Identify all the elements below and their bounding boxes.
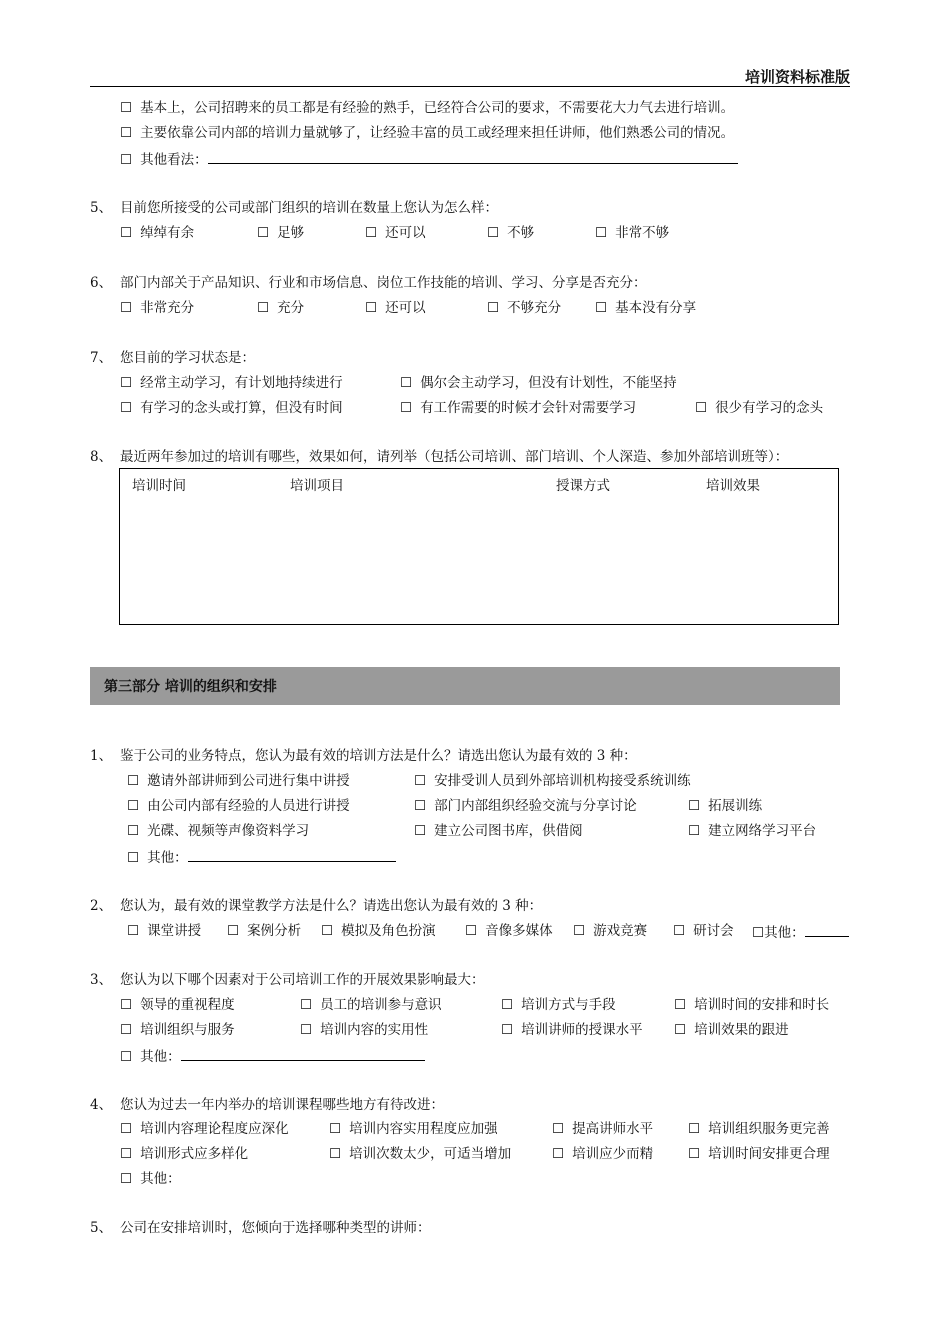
checkbox-option[interactable]: ☐ 邀请外部讲师到公司进行集中讲授	[127, 772, 350, 790]
checkbox-option[interactable]: ☐ 培训形式应多样化	[120, 1145, 248, 1163]
question-number: 5、	[90, 1220, 113, 1236]
question-text: 您目前的学习状态是：	[120, 350, 255, 366]
checkbox-option[interactable]: ☐ 培训内容的实用性	[300, 1021, 428, 1039]
question-number: 3、	[90, 972, 113, 988]
question-text: 您认为，最有效的课堂教学方法是什么？请选出您认为最有效的 3 种：	[120, 898, 543, 914]
question-text: 您认为过去一年内举办的培训课程哪些地方有待改进：	[120, 1097, 444, 1113]
checkbox-option[interactable]: ☐ 其他：	[127, 850, 188, 866]
checkbox-option[interactable]: ☐ 培训效果的跟进	[674, 1021, 789, 1039]
checkbox-option[interactable]: ☐ 不够充分	[487, 299, 561, 317]
other-opinion-row	[120, 149, 738, 169]
checkbox-option[interactable]: ☐ 光碟、视频等声像资料学习	[127, 822, 309, 840]
checkbox-option[interactable]: ☐ 非常充分	[120, 299, 194, 317]
other-row	[127, 847, 396, 867]
other-field[interactable]	[188, 847, 396, 862]
checkbox-option[interactable]: ☐ 还可以	[365, 299, 426, 317]
question-number: 1、	[90, 748, 113, 764]
checkbox-option[interactable]: ☐ 经常主动学习，有计划地持续进行	[120, 374, 343, 392]
checkbox-option[interactable]: ☐ 模拟及角色扮演	[321, 922, 436, 940]
checkbox-option[interactable]: ☐ 基本上，公司招聘来的员工都是有经验的熟手，已经符合公司的要求，不需要花大力气去进行培训。	[120, 99, 734, 117]
header-divider	[90, 86, 850, 87]
checkbox-option[interactable]: ☐ 部门内部组织经验交流与分享讨论	[414, 797, 637, 815]
other-field[interactable]	[181, 1046, 425, 1061]
checkbox-option[interactable]: ☐ 建立网络学习平台	[688, 822, 816, 840]
question-text: 您认为以下哪个因素对于公司培训工作的开展效果影响最大：	[120, 972, 485, 988]
checkbox-option[interactable]: ☐ 培训次数太少，可适当增加	[329, 1145, 511, 1163]
section-header-bar	[90, 667, 840, 705]
question-number: 4、	[90, 1097, 113, 1113]
checkbox-option[interactable]: ☐ 案例分析	[227, 922, 301, 940]
checkbox-option[interactable]: ☐ 培训时间安排更合理	[688, 1145, 830, 1163]
checkbox-option[interactable]: ☐ 安排受训人员到外部培训机构接受系统训练	[414, 772, 691, 790]
checkbox-option[interactable]: ☐ 培训应少而精	[552, 1145, 653, 1163]
other-row	[752, 922, 849, 942]
question-text: 最近两年参加过的培训有哪些，效果如何，请列举（包括公司培训、部门培训、个人深造、参加外部培训班等）：	[120, 449, 789, 465]
checkbox-option[interactable]: ☐ 很少有学习的念头	[695, 399, 823, 417]
checkbox-option[interactable]: ☐ 课堂讲授	[127, 922, 201, 940]
question-text: 目前您所接受的公司或部门组织的培训在数量上您认为怎么样：	[120, 200, 498, 216]
checkbox-option[interactable]: ☐ 建立公司图书库，供借阅	[414, 822, 583, 840]
checkbox-option[interactable]: ☐ 由公司内部有经验的人员进行讲授	[127, 797, 350, 815]
section-title: 第三部分 培训的组织和安排	[104, 679, 277, 695]
checkbox-option[interactable]: ☐ 拓展训练	[688, 797, 762, 815]
checkbox-option[interactable]: ☐ 其他：	[120, 1049, 181, 1065]
question-number: 5、	[90, 200, 113, 216]
checkbox-option[interactable]: ☐ 提高讲师水平	[552, 1120, 653, 1138]
document-header-title: 培训资料标准版	[744, 68, 850, 86]
checkbox-option[interactable]: ☐ 有学习的念头或打算，但没有时间	[120, 399, 343, 417]
checkbox-option[interactable]: ☐ 培训内容理论程度应深化	[120, 1120, 289, 1138]
checkbox-option[interactable]: ☐ 还可以	[365, 224, 426, 242]
column-header-effect: 培训效果	[706, 478, 760, 494]
other-field[interactable]	[805, 922, 849, 937]
checkbox-option[interactable]: ☐ 培训组织服务更完善	[688, 1120, 830, 1138]
checkbox-option[interactable]: ☐ 音像多媒体	[465, 922, 553, 940]
checkbox-option[interactable]: ☐ 主要依靠公司内部的培训力量就够了，让经验丰富的员工或经理来担任讲师，他们熟悉公司的情况。	[120, 124, 734, 142]
checkbox-option[interactable]: ☐ 研讨会	[673, 922, 734, 940]
checkbox-option[interactable]: ☐ 非常不够	[595, 224, 669, 242]
checkbox-option[interactable]: ☐ 员工的培训参与意识	[300, 996, 442, 1014]
checkbox-option[interactable]: ☐ 其他：	[120, 1170, 181, 1188]
question-text: 公司在安排培训时，您倾向于选择哪种类型的讲师：	[120, 1220, 431, 1236]
question-number: 6、	[90, 275, 113, 291]
checkbox-option[interactable]: ☐ 培训讲师的授课水平	[501, 1021, 643, 1039]
checkbox-option[interactable]: ☐ 偶尔会主动学习，但没有计划性，不能坚持	[400, 374, 677, 392]
checkbox-option[interactable]: ☐ 充分	[257, 299, 304, 317]
checkbox-option[interactable]: ☐ 培训时间的安排和时长	[674, 996, 829, 1014]
checkbox-option[interactable]: ☐ 不够	[487, 224, 534, 242]
checkbox-option[interactable]: ☐ 培训组织与服务	[120, 1021, 235, 1039]
column-header-method: 授课方式	[556, 478, 610, 494]
column-header-project: 培训项目	[290, 478, 344, 494]
checkbox-glyph[interactable]: ☐	[752, 925, 765, 941]
checkbox-option[interactable]: ☐ 有工作需要的时候才会针对需要学习	[400, 399, 636, 417]
checkbox-option: 其他：	[764, 925, 805, 941]
question-text: 鉴于公司的业务特点，您认为最有效的培训方法是什么？请选出您认为最有效的 3 种：	[120, 748, 637, 764]
checkbox-option[interactable]: ☐ 游戏竞赛	[573, 922, 647, 940]
other-opinion-field[interactable]	[208, 149, 738, 164]
checkbox-option[interactable]: ☐ 其他看法：	[120, 152, 208, 168]
question-number: 8、	[90, 449, 113, 465]
checkbox-option[interactable]: ☐ 培训内容实用程度应加强	[329, 1120, 498, 1138]
other-row	[120, 1046, 425, 1066]
column-header-time: 培训时间	[132, 478, 186, 494]
checkbox-option[interactable]: ☐ 足够	[257, 224, 304, 242]
question-number: 7、	[90, 350, 113, 366]
checkbox-option[interactable]: ☐ 基本没有分享	[595, 299, 696, 317]
question-number: 2、	[90, 898, 113, 914]
question-text: 部门内部关于产品知识、行业和市场信息、岗位工作技能的培训、学习、分享是否充分：	[120, 275, 647, 291]
checkbox-option[interactable]: ☐ 绰绰有余	[120, 224, 194, 242]
checkbox-option[interactable]: ☐ 培训方式与手段	[501, 996, 616, 1014]
checkbox-option[interactable]: ☐ 领导的重视程度	[120, 996, 235, 1014]
training-history-table[interactable]	[119, 468, 839, 625]
